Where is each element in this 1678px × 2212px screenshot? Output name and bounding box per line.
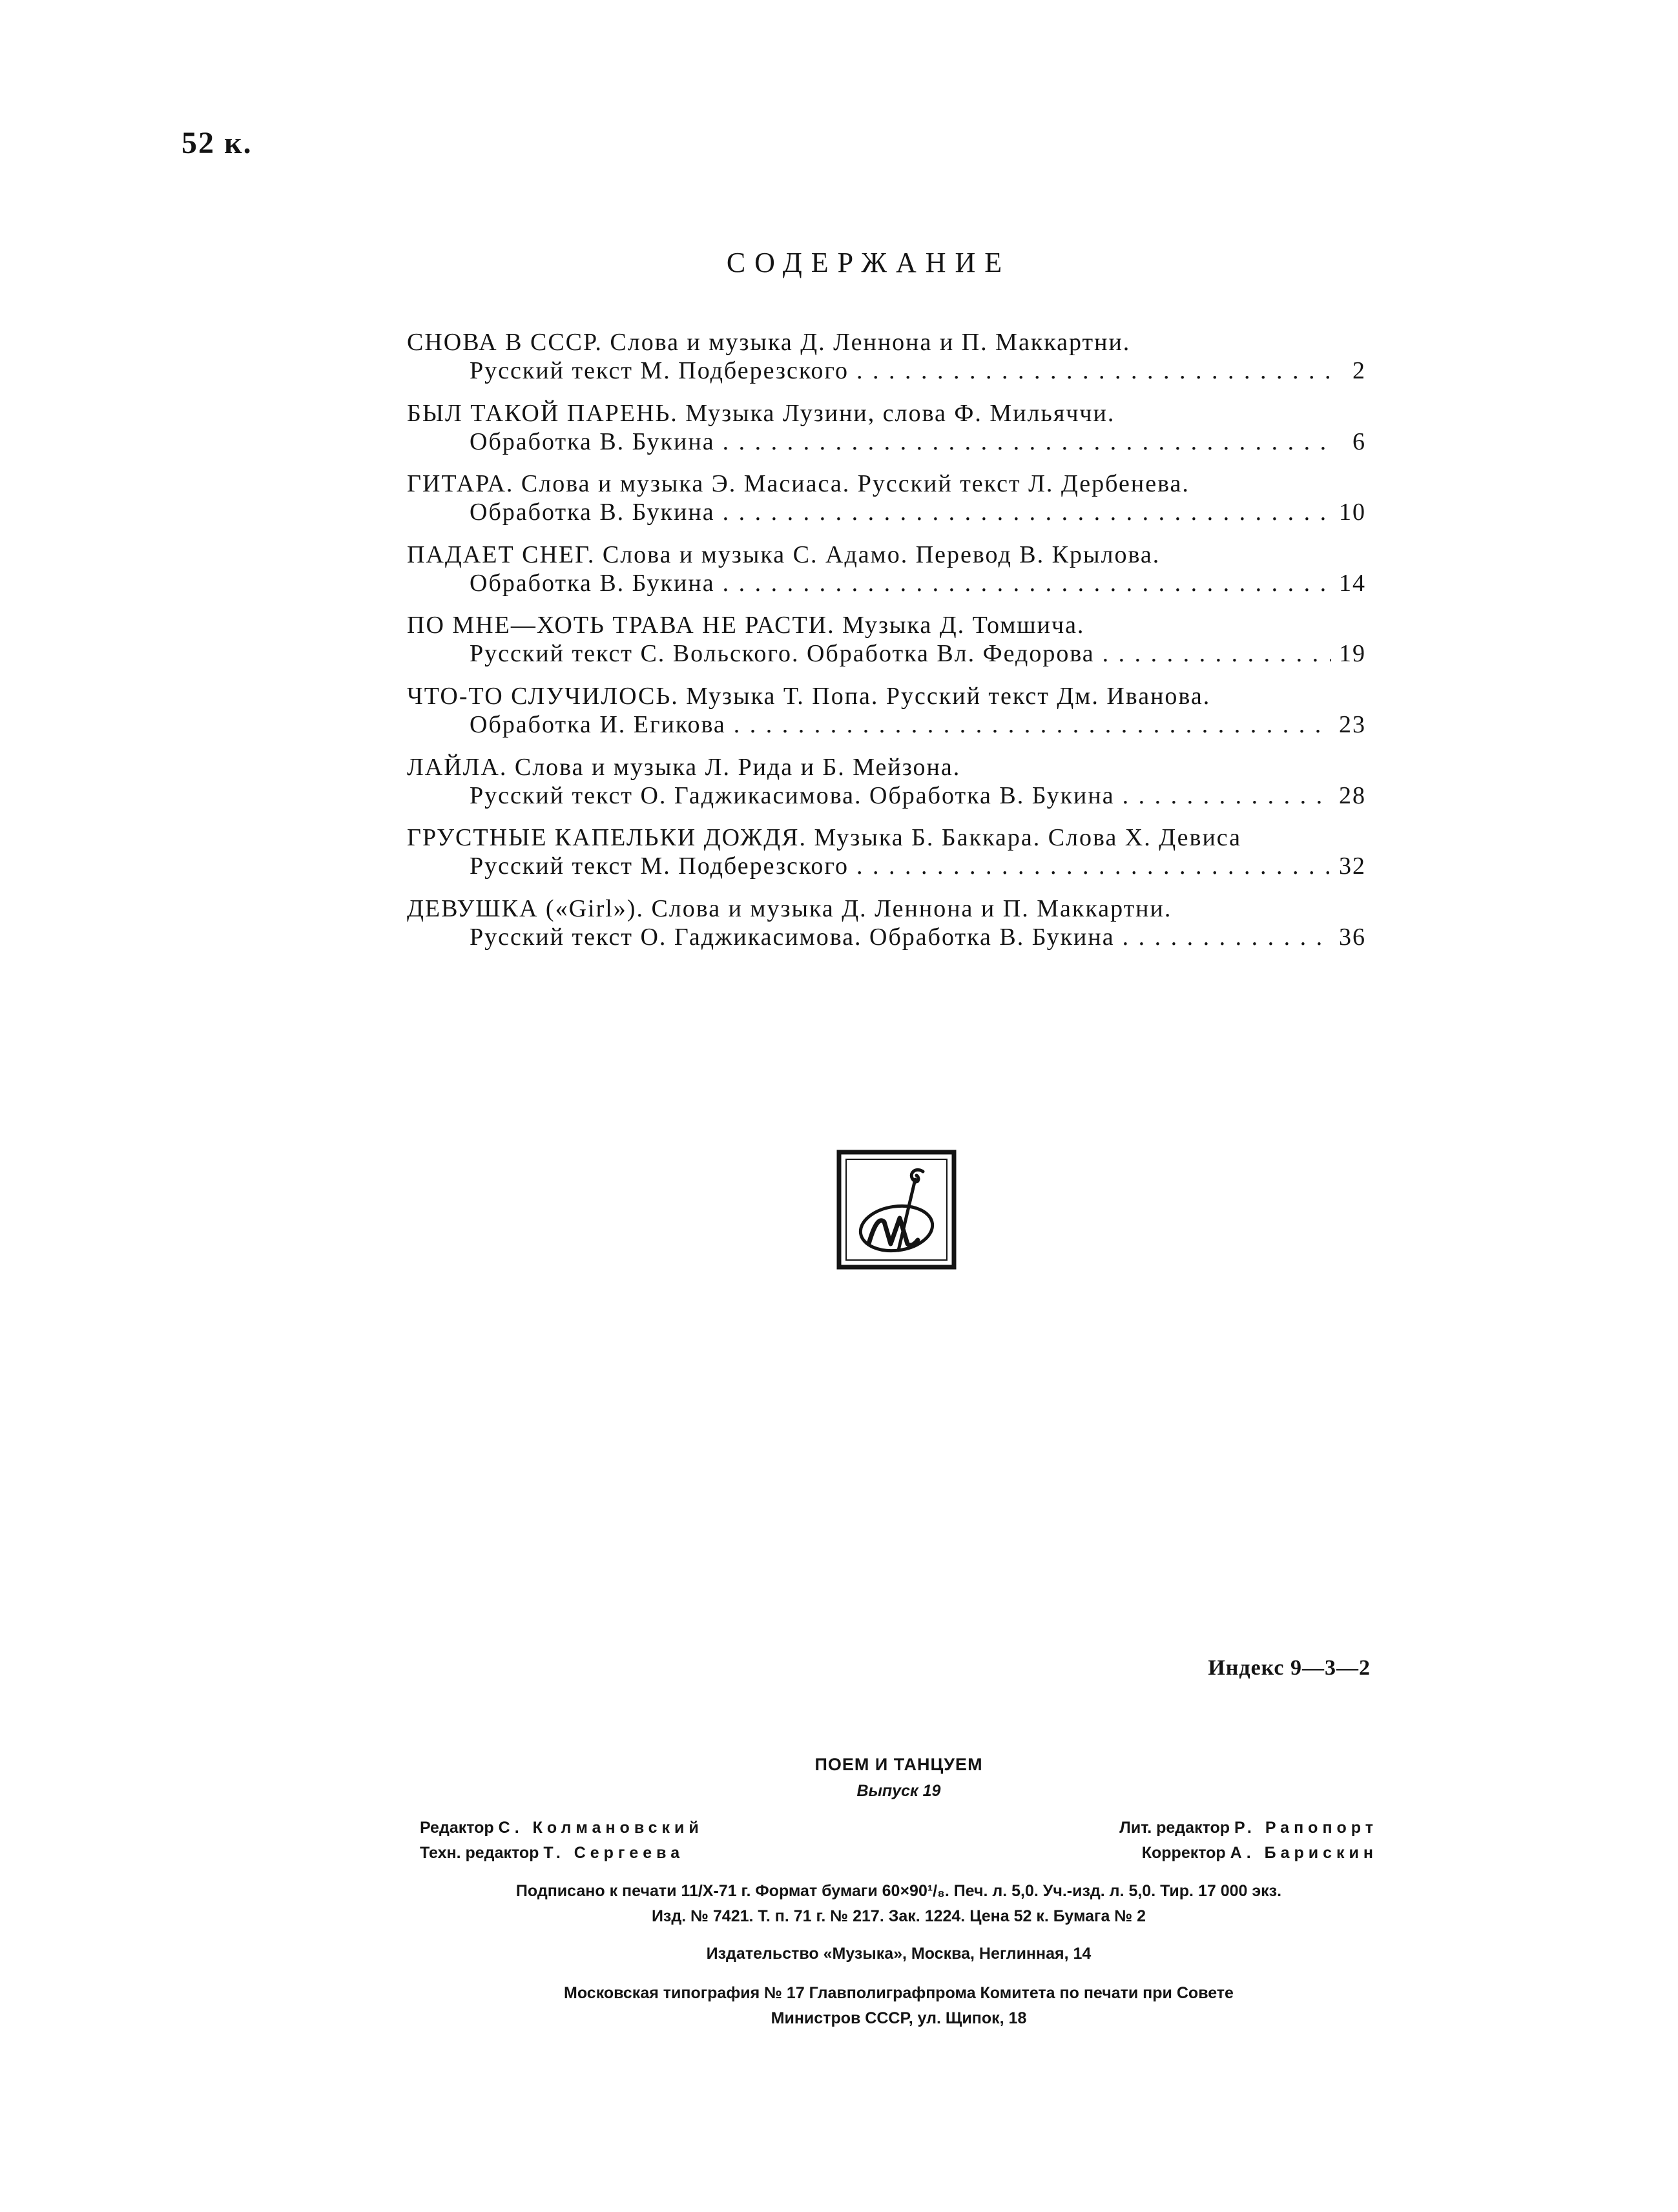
- song-title: ПО МНЕ—ХОТЬ ТРАВА НЕ РАСТИ.: [407, 612, 835, 639]
- print-details: [420, 1879, 1378, 1929]
- music-publisher-logo-icon: [836, 1150, 957, 1270]
- page-number: 32: [1339, 853, 1366, 880]
- editor-role: Техн. редактор: [420, 1844, 539, 1862]
- toc-entry: [407, 894, 1366, 951]
- dot-leader: [723, 569, 1331, 597]
- printer-line: Московская типография № 17 Главполиграфпрома Комитета по печати при Совете: [564, 1984, 1234, 2002]
- toc-entry: [407, 682, 1366, 739]
- song-credits: Музыка Т. Попа. Русский текст Дм. Иванова.: [686, 682, 1211, 710]
- song-credits: Слова и музыка Э. Масиаса. Русский текст Л. Дербенева.: [521, 470, 1190, 498]
- print-details-line: Подписано к печати 11/X-71 г. Формат бумаги 60×90¹/₈. Печ. л. 5,0. Уч.-изд. л. 5,0. Тир. 17 000 экз.: [515, 1882, 1282, 1900]
- editor-name: Т. Сергеева: [543, 1844, 685, 1862]
- dot-leader: [1103, 639, 1331, 668]
- dot-leader: [856, 852, 1331, 880]
- song-credits: Музыка Лузини, слова Ф. Мильяччи.: [685, 399, 1115, 427]
- toc-entry: [407, 470, 1366, 526]
- song-credits: Слова и музыка С. Адамо. Перевод В. Крылова.: [602, 541, 1161, 568]
- song-title: ЧТО-ТО СЛУЧИЛОСЬ.: [407, 682, 679, 710]
- song-subline: Обработка И. Егикова: [470, 710, 726, 738]
- publisher-address: Издательство «Музыка», Москва, Неглинная, 14: [706, 1945, 1092, 1963]
- toc-entry: [407, 399, 1366, 456]
- song-credits: Музыка Д. Томшича.: [842, 612, 1085, 639]
- page-number: 2: [1352, 357, 1366, 384]
- dot-leader: [856, 357, 1331, 385]
- page-number: 10: [1339, 499, 1366, 526]
- editors-left: [420, 1815, 703, 1866]
- printer-info: [420, 1981, 1378, 2031]
- dot-leader: [723, 428, 1331, 456]
- printer-line: Министров СССР, ул. Щипок, 18: [771, 2009, 1027, 2027]
- toc-entry: [407, 328, 1366, 385]
- song-credits: Музыка Б. Баккара. Слова Х. Девиса: [814, 824, 1241, 852]
- editor-name: С. Колмановский: [498, 1819, 703, 1837]
- toc-entry: [407, 823, 1366, 880]
- song-credits: Слова и музыка Д. Леннона и П. Маккартни.: [651, 894, 1172, 922]
- song-title: ЛАЙЛА.: [407, 753, 508, 781]
- song-title: СНОВА В СССР.: [407, 329, 603, 356]
- dot-leader: [1123, 781, 1331, 810]
- toc-entry: [407, 541, 1366, 597]
- song-title: БЫЛ ТАКОЙ ПАРЕНЬ.: [407, 399, 678, 427]
- song-credits: Слова и музыка Д. Леннона и П. Маккартни.: [610, 329, 1131, 356]
- editor-role: Лит. редактор: [1119, 1819, 1230, 1837]
- song-subline: Русский текст М. Подберезского: [470, 853, 849, 880]
- issue-number: Выпуск 19: [856, 1782, 941, 1800]
- song-subline: Обработка В. Букина: [470, 569, 715, 597]
- page-number: 23: [1339, 710, 1366, 738]
- price-label: 52 к.: [181, 126, 253, 160]
- editors-block: [420, 1815, 1378, 1866]
- toc-heading: СОДЕРЖАНИЕ: [726, 247, 1011, 278]
- editor-role: Корректор: [1141, 1844, 1226, 1862]
- song-subline: Обработка В. Букина: [470, 499, 715, 526]
- song-subline: Обработка В. Букина: [470, 428, 715, 455]
- song-credits: Слова и музыка Л. Рида и Б. Мейзона.: [514, 753, 961, 781]
- song-subline: Русский текст С. Вольского. Обработка Вл. Федорова: [470, 640, 1095, 668]
- dot-leader: [1123, 923, 1331, 951]
- editors-right: [1119, 1815, 1378, 1866]
- song-title: ПАДАЕТ СНЕГ.: [407, 541, 596, 568]
- editor-name: Р. Рапопорт: [1234, 1819, 1378, 1837]
- song-title: ГРУСТНЫЕ КАПЕЛЬКИ ДОЖДЯ.: [407, 824, 807, 852]
- song-subline: Русский текст О. Гаджикасимова. Обработка В. Букина: [470, 781, 1115, 809]
- page-number: 14: [1339, 569, 1366, 597]
- editor-name: А. Барискин: [1230, 1844, 1378, 1862]
- toc-entry: [407, 611, 1366, 668]
- song-title: ДЕВУШКА («Girl»).: [407, 894, 644, 922]
- page-number: 36: [1339, 923, 1366, 951]
- catalog-index: Индекс 9—3—2: [1208, 1656, 1371, 1680]
- editor-role: Редактор: [420, 1819, 494, 1837]
- page-number: 6: [1352, 428, 1366, 455]
- page-number: 19: [1339, 640, 1366, 668]
- song-title: ГИТАРА.: [407, 470, 514, 498]
- print-details-line: Изд. № 7421. Т. п. 71 г. № 217. Зак. 1224. Цена 52 к. Бумага № 2: [651, 1907, 1146, 1925]
- page-number: 28: [1339, 781, 1366, 809]
- toc-entry: [407, 753, 1366, 810]
- song-subline: Русский текст М. Подберезского: [470, 357, 849, 384]
- song-subline: Русский текст О. Гаджикасимова. Обработка В. Букина: [470, 923, 1115, 951]
- series-title: ПОЕМ И ТАНЦУЕМ: [814, 1755, 983, 1774]
- table-of-contents: [407, 328, 1366, 965]
- dot-leader: [723, 498, 1331, 526]
- dot-leader: [734, 710, 1331, 739]
